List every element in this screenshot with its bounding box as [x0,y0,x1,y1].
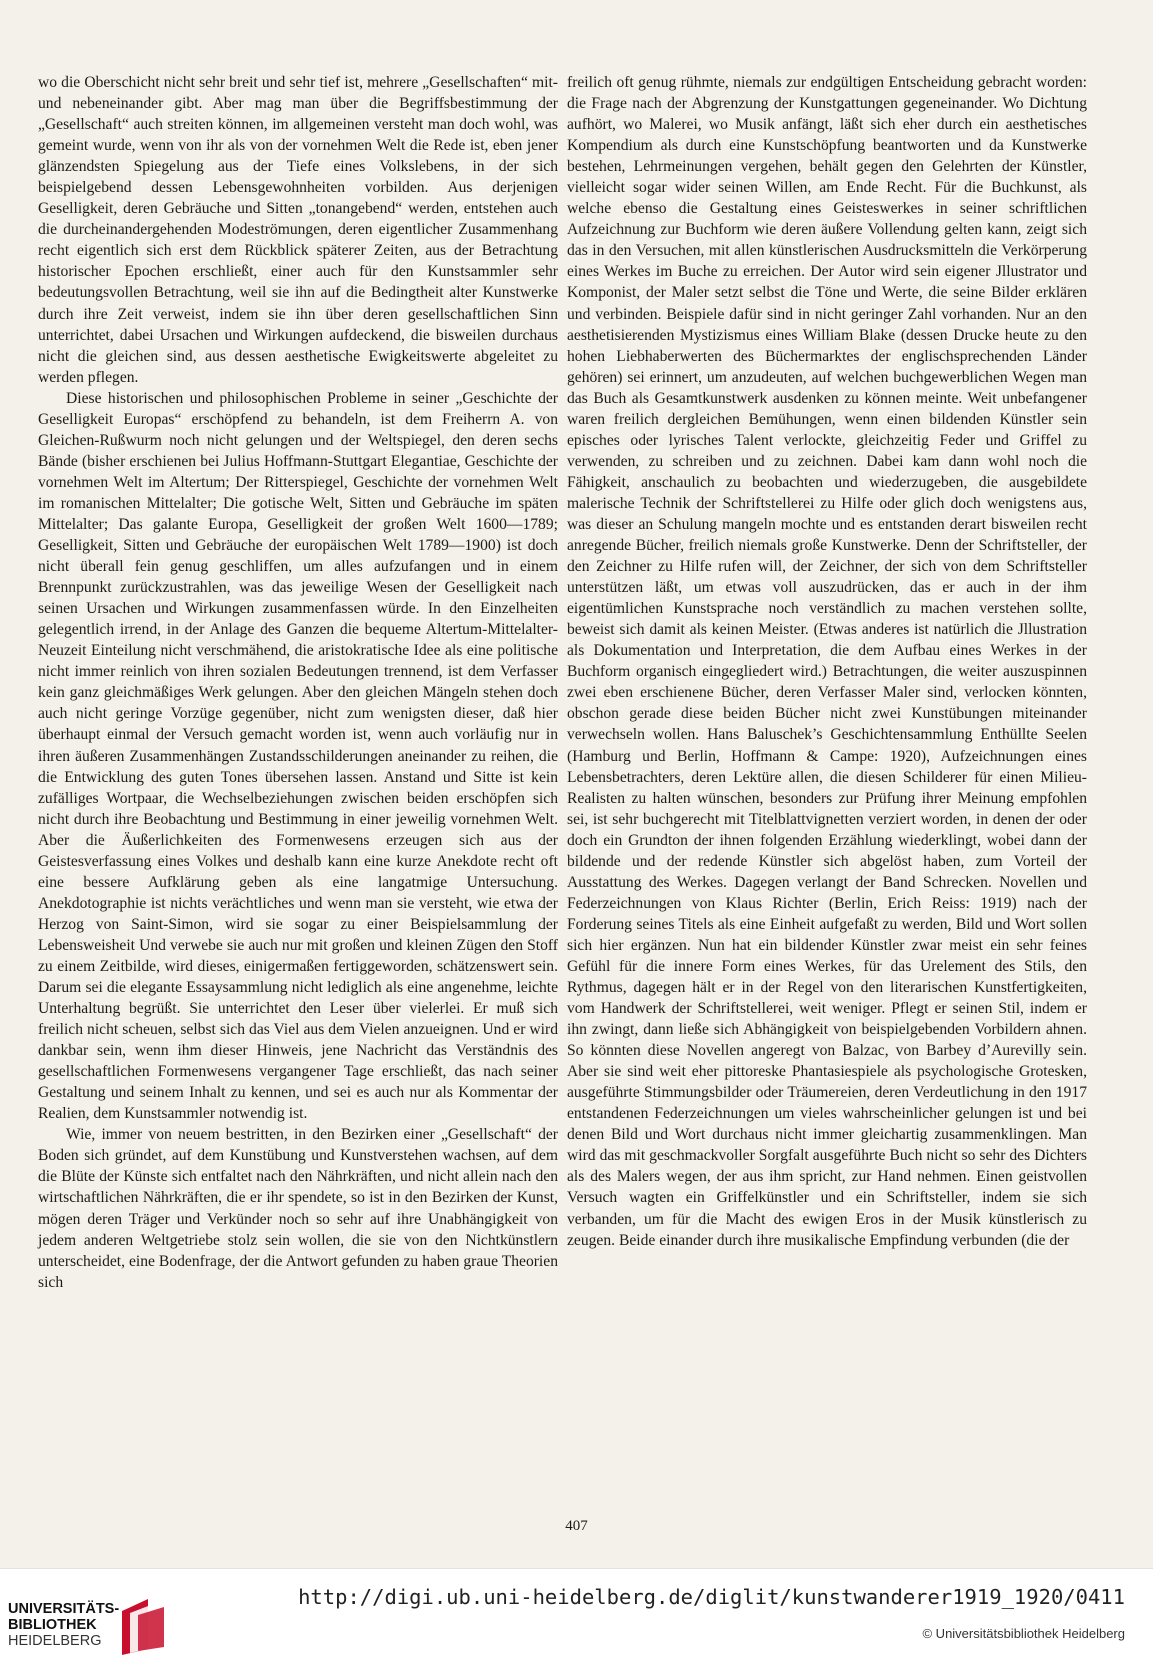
left-paragraph-2: Diese historischen und philosophischen Probleme in seiner „Geschichte der Geselligkeit Europas“ erschöpfend zu behandeln, ist dem Freiherrn A. von Gleichen-Rußwurm noch nicht gelungen und der Weltspiegel, den deren sechs Bände (bisher erschienen bei Julius Hoffmann-Stuttgart Elegantiae, Geschichte der vornehmen Welt im Altertum; Der Ritterspiegel, Geschichte der vornehmen Welt im romanischen Mittelalter; Die gotische Welt, Sitten und Gebräuche im späten Mittelalter; Das galante Europa, Geselligkeit der großen Welt 1600—1789; Geselligkeit, Sitten und Gebräuche der europäischen Welt 1789—1900) ist doch nicht überall fein genug geschliffen, um alles aufzufangen und in einem Brennpunkt zurückzustrahlen, was das jeweilige Wesen der Geselligkeit nach seinen Ursachen und Wirkungen zusammenfassen würde. In den Einzelheiten gelegentlich irrend, in der Anlage des Ganzen die bequeme Altertum-Mittelalter-Neuzeit Einteilung nicht verschmähend, die aristokratische Idee als eine politische nicht immer reinlich von ihren sozialen Bedeutungen trennend, ist dem Verfasser kein ganz gleichmäßiges Werk gelungen. Aber den gleichen Mängeln stehen doch auch nicht geringe Vorzüge gegenüber, nicht zum wenigsten dieser, daß hier überhaupt einmal der Versuch gemacht worden ist, wenn auch vorläufig nur in ihren äußeren Zusammenhängen Zustandsschilderungen aneinander zu reihen, die die Entwicklung des guten Tones übersehen lassen. Anstand und Sitte ist kein zufälliges Wortpaar, die Wechselbeziehungen zwischen beiden erschöpfen sich nicht durch ihre Beobachtung und Bestimmung in einer jeweilig vornehmen Welt. Aber die Äußerlichkeiten des Formenwesens erzeugen sich aus der Geistesverfassung eines Volkes und deshalb kann eine kurze Anekdote recht oft eine bessere Aufklärung geben als eine langatmige Untersuchung. Anekdotographie ist nichts verächtliches und wenn man sie versteht, wie etwa der Herzog von Saint-Simon, wird sie sogar zu einer Beispielsammlung der Lebensweisheit Und verwebe sie auch nur mit großen und kleinen Zügen den Stoff zu einem Zeitbilde, wird dieses, einigermaßen fertiggeworden, schätzenswert sein. Darum sei die elegante Essaysammlung nicht lediglich als eine angenehme, leichte Unterhaltung begrüßt. Sie unterrichtet den Leser über vielerlei. Er muß sich freilich nicht scheuen, selbst sich das Viel aus dem Vielen anzueignen. Und er wird dankbar sein, wenn ihm dieser Hinweis, jene Nachricht das Verständnis des gesellschaftlichen Formenwesens vergangener Tage erschließt, das nach seiner Gestaltung und seinem Inhalt zu kennen, und sei es auch nur als Kommentar der Realien, dem Kunstsammler notwendig ist. [38,389,558,1123]
logo-text [8,1601,119,1649]
logo-line-3: HEIDELBERG [8,1633,102,1649]
left-paragraph-3: Wie, immer von neuem bestritten, in den Bezirken einer „Gesellschaft“ der Boden sich gründet, auf dem Kunstübung und Kunstverstehen wachsen, auf dem die Blüte der Künste sich entfaltet nach den Nährkräften, und nicht allein nach den wirtschaftlichen Nährkräften, die er ihr spendete, so ist in den Bezirken der Kunst, mögen deren Träger und Verkünder noch so sehr auf ihre Unabhängigkeit von jedem anderen Weltgetriebe stolz sein wollen, die sie von den Nichtkünstlern unterscheidet, eine Bodenfrage, der die Antwort gefunden zu haben graue Theorien sich [38,1126,558,1291]
university-library-logo [0,1585,180,1655]
logo-line-1: UNIVERSITÄTS- [8,1601,120,1617]
right-paragraph-1: freilich oft genug rühmte, niemals zur endgültigen Entscheidung gebracht worden: die Frage nach der Abgrenzung der Kunstgattungen gegeneinander. Wo Dichtung aufhört, wo Malerei, wo Musik anfängt, läßt sich eher durch ein aesthetisches Kompendium als durch eine Kunstschöpfung beantworten und da Kunstwerke bestehen, Lehrmeinungen vergehen, behält gegen den Gelehrten der Künstler, vielleicht sogar wider seinen Willen, am Ende Recht. Für die Buchkunst, als welche ebenso die Gestaltung eines Geisteswerkes in seiner schriftlichen Aufzeichnung zur Buchform wie deren äußere Vollendung gelten kann, zeigt sich das in den Versuchen, mit allen künstlerischen Ausdrucksmitteln die Verkörperung eines Werkes im Buche zu erreichen. Der Autor wird sein eigener Jllustrator und Komponist, der Maler setzt selbst die Töne und Werte, die seine Bilder erklären und verbinden. Beispiele dafür sind in nicht geringer Zahl vorhanden. Nur an den aesthetisierenden Mystizismus eines William Blake (dessen Drucke heute zu den hohen Liebhaberwerten des Büchermarktes der englischsprechenden Länder gehören) sei erinnert, um anzudeuten, auf welchen buchgewerblichen Wegen man das Buch als Gesamtkunstwerk ausdenken zu können meinte. Weit unbefangener waren freilich dergleichen Bemühungen, wenn einen bildenden Künstler sein episches oder lyrisches Talent verlockte, gleichzeitig Feder und Griffel zu verwenden, zu schreiben und zu zeichnen. Dabei kam dann wohl noch die Fähigkeit, anschaulich zu beobachten und wiederzugeben, die ausgebildete malerische Technik der Schriftstellerei zu Hilfe oder glich doch wenigstens aus, was dieser an Schulung mangeln mochte und es entstanden derart bisweilen recht anregende Bücher, freilich niemals große Kunstwerke. Denn der Schriftsteller, der den Zeichner zu Hilfe rufen will, der Zeichner, der sich von dem Schriftsteller unterstützen läßt, um etwas voll auszudrücken, das er auch in der ihm eigentümlichen Kunstsprache noch verständlich zu machen verstehen sollte, beweist sich damit als keinen Meister. (Etwas anderes ist natürlich die Jllustration als Dokumentation und Interpretation, die dem Aufbau eines Werkes in der Buchform organisch eingegliedert wird.) Betrachtungen, die weiter auszuspinnen zwei eben erschienene Bücher, deren Verfasser Maler sind, verlocken könnten, obschon gerade diese beiden Bücher nicht zwei Kunstübungen miteinander verwechseln wollen. Hans Baluschek’s Geschichtensammlung Enthüllte Seelen (Hamburg und Berlin, Hoffmann & Campe: 1920), Aufzeichnungen eines Lebensbetrachters, deren Lektüre allen, die diesen Schilderer für einen Milieu-Realisten zu halten wünschen, besonders zur Prüfung ihrer Meinung empfohlen sei, ist sehr buchgerecht mit Titelblattvignetten verziert worden, in denen der oder doch ein Grundton der ihnen folgenden Erzählung wiederklingt, wobei dann der bildende und der redende Künstler sich abgelöst haben, zum Vorteil der Ausstattung des Werkes. Dagegen verlangt der Band Schrecken. Novellen und Federzeichnungen von Klaus Richter (Berlin, Erich Reiss: 1919) nach der Forderung seines Titels als eine Einheit aufgefaßt zu werden, Bild und Wort sollen sich hier ergänzen. Nun hat ein bildender Künstler zwar meist ein sehr feines Gefühl für die innere Form eines Werkes, für das Urelement des Stils, den Rythmus, dagegen hält er in der Regel von den literarischen Kunstfertigkeiten, vom Handwerk der Schriftstellerei, weit weniger. Pflegt er seinen Stil, indem er ihn zwingt, dann ließe sich Abhängigkeit von beispielgebenden Vorbildern ahnen. So könnten diese Novellen angeregt von Balzac, von Barbey d’Aurevilly sein. Aber sie sind weit eher pittoreske Phantasiespiele als psychologische Grotesken, ausgeführte Stimmungsbilder oder Träumereien, deren Verdeutlichung in den 1917 entstandenen Federzeichnungen um vieles wahrscheinlicher gelungen ist und bei denen Bild und Wort durchaus nicht immer gleichartig zusammenklingen. Man wird das mit geschmackvoller Sorgfalt ausgeführte Buch nicht so sehr des Dichters als des Malers wegen, der aus ihm spricht, zur Hand nehmen. Einen geistvollen Versuch wagten ein Griffelkünstler und ein Schriftsteller, indem sie sich verbanden, um für die Macht des ewigen Eros in der Musik künstlerisch zu zeugen. Beide einander durch ihre musikalische Empfindung verbunden (die der [567,74,1087,1249]
left-paragraph-1: wo die Oberschicht nicht sehr breit und sehr tief ist, mehrere „Gesellschaften“ mit- und nebeneinander gibt. Aber mag man über die Begriffsbestimmung der „Gesellschaft“ auch streiten können, im allgemeinen versteht man doch wohl, was gemeint wurde, wenn von ihr als von der vornehmen Welt die Rede ist, eben jener glänzendsten Spiegelung aus der Tiefe eines Volkslebens, in der sich beispielgebend dessen Lebensgewohnheiten vorbilden. Aus derjenigen Geselligkeit, deren Gebräuche und Sitten „tonangebend“ werden, entstehen auch die durcheinandergehenden Modeströmungen, deren eigentlicher Zusammenhang recht eigentlich sich erst dem Rückblick späterer Zeiten, aus der Betrachtung historischer Epochen erschließt, einer auch für den Kunstsammler sehr bedeutungsvollen Betrachtung, weil sie ihn auf die Bedingtheit alter Kunstwerke durch ihre Zeit verweist, indem sie ihn über deren gesellschaftlichen Sinn unterrichtet, dabei Ursachen und Wirkungen aufdeckend, die bisweilen durchaus nicht die gleichen sind, aus dessen aesthetische Ewigkeitswerte abgeleitet zu werden pflegen. [38,74,558,386]
page-number: 407 [565,1518,588,1534]
copyright-notice: © Universitätsbibliothek Heidelberg [922,1626,1125,1641]
permalink-url[interactable]: http://digi.ub.uni-heidelberg.de/diglit/kunstwanderer1919_1920/0411 [298,1585,1125,1609]
left-text-column [38,72,558,1293]
right-text-column [567,72,1087,1251]
library-footer [0,1568,1153,1658]
logo-line-2: BIBLIOTHEK [8,1617,97,1633]
library-mark-icon [118,1597,174,1657]
